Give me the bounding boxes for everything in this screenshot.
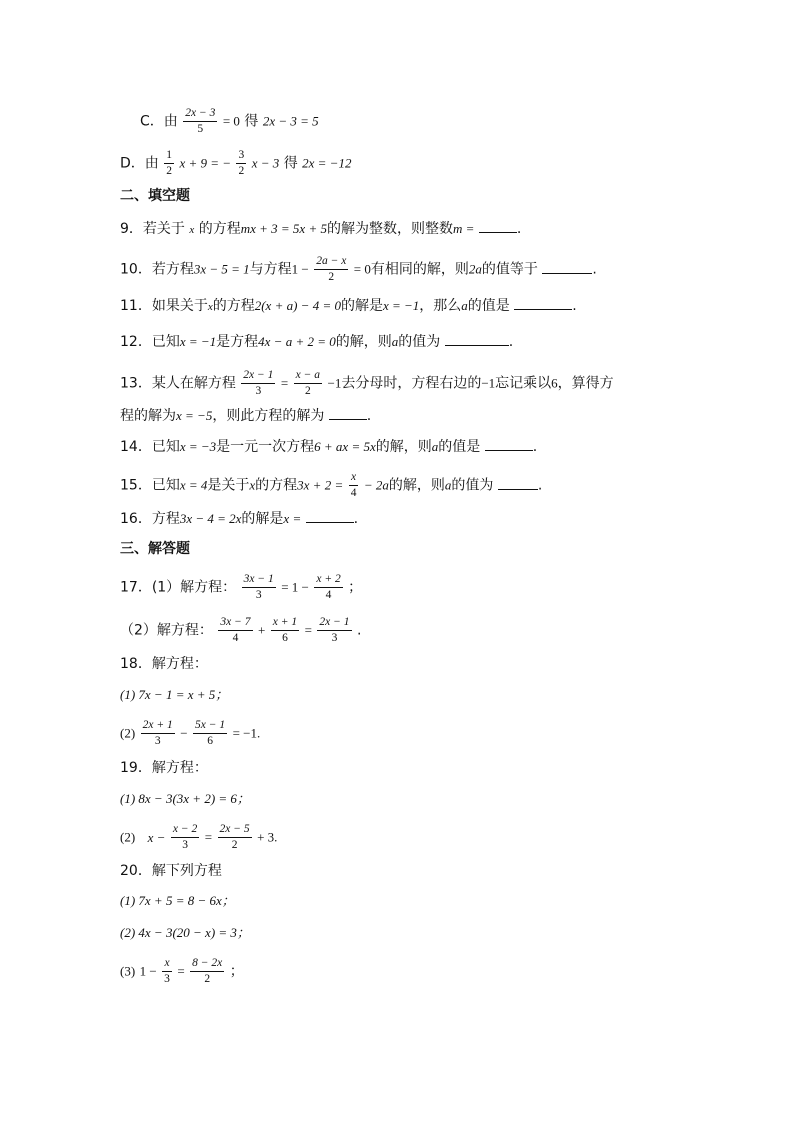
question-10: 10．若方程3x − 5 = 1与方程1 − $\frac{2a - x}{2}$ = 0有相同的解，则2a的值等于 . — [120, 255, 597, 283]
question-13-continued: 程的解为x = −5，则此方程的解为 . — [120, 405, 371, 426]
question-11: 11．如果关于x的方程2(x + a) − 4 = 0的解是x = −1，那么a的值是 . — [120, 295, 577, 317]
q18-fraction-1: $\frac{2x + 1}{3}$ — [142, 719, 173, 747]
question-15: 15．已知x = 4是关于x的方程3x + 2 = $\frac{x}{4}$ − 2a的解，则a的值为 . — [120, 471, 543, 499]
question-19-part-2: (2) x − $\frac{x - 2}{3}$ = $\frac{2x - 5}{2}$ + 3. — [120, 823, 278, 851]
option-c: C．由 $\frac{2x - 3}{5}$ = 0 得 2x − 3 = 5 — [140, 107, 319, 135]
question-9: 9．若关于 x 的方程mx + 3 = 5x + 5的解为整数，则整数m = . — [120, 218, 521, 240]
option-d-fraction-1: $\frac{1}{2}$ — [166, 149, 172, 177]
section-heading-solve: 三、解答题 — [120, 541, 190, 557]
q20-fraction-1: $\frac{x}{3}$ — [164, 957, 170, 985]
answer-blank[interactable] — [514, 295, 572, 310]
answer-blank[interactable] — [306, 508, 354, 523]
section-heading-fill-in: 二、填空题 — [120, 188, 190, 204]
option-d-label: D．由 — [120, 155, 159, 172]
question-12: 12．已知x = −1是方程4x − a + 2 = 0的解，则a的值为 . — [120, 331, 513, 352]
question-17-part-1: 17．(1）解方程： $\frac{3x - 1}{3}$ = 1 − $\frac{x + 2}{4}$ ； — [120, 573, 363, 601]
answer-blank[interactable] — [485, 436, 533, 451]
question-20: 20．解下列方程 — [120, 863, 222, 879]
q17-fraction-3: $\frac{3x - 7}{4}$ — [220, 616, 251, 644]
option-c-label: C．由 — [140, 113, 178, 130]
question-16: 16．方程3x − 4 = 2x的解是x = . — [120, 508, 358, 529]
question-18-part-1: (1) 7x − 1 = x + 5； — [120, 687, 229, 702]
question-17-part-2: （2）解方程： $\frac{3x - 7}{4}$ + $\frac{x + 1}{6}$ = $\frac{2x - 1}{3}$ . — [120, 616, 362, 644]
q13-fraction-1: $\frac{2x - 1}{3}$ — [243, 369, 274, 397]
option-c-fraction: $\frac{2x - 3}{5}$ — [185, 107, 216, 135]
q17-fraction-5: $\frac{2x - 1}{3}$ — [319, 616, 350, 644]
answer-blank[interactable] — [498, 475, 538, 490]
question-19: 19．解方程： — [120, 760, 208, 776]
answer-blank[interactable] — [445, 331, 509, 346]
question-14: 14．已知x = −3是一元一次方程6 + ax = 5x的解，则a的值是 . — [120, 436, 537, 457]
q13-fraction-2: $\frac{x - a}{2}$ — [295, 369, 321, 397]
answer-blank[interactable] — [479, 218, 517, 233]
q17-fraction-2: $\frac{x + 2}{4}$ — [316, 573, 341, 601]
option-d: D．由 $\frac{1}{2}$ x + 9 = − $\frac{3}{2}$ x − 3 得 2x = −12 — [120, 149, 352, 177]
question-20-part-3: (3) 1 − $\frac{x}{3}$ = $\frac{8 - 2x}{2}$ ； — [120, 957, 244, 985]
answer-blank[interactable] — [542, 259, 592, 274]
question-18: 18．解方程： — [120, 656, 208, 672]
question-20-part-1: (1) 7x + 5 = 8 − 6x； — [120, 893, 235, 908]
question-19-part-1: (1) 8x − 3(3x + 2) = 6； — [120, 791, 250, 806]
q19-fraction-2: $\frac{2x - 5}{2}$ — [219, 823, 250, 851]
q10-fraction: $\frac{2a - x}{2}$ — [316, 255, 347, 283]
option-d-fraction-2: $\frac{3}{2}$ — [238, 149, 245, 177]
q15-fraction: $\frac{x}{4}$ — [350, 471, 357, 499]
q17-fraction-4: $\frac{x + 1}{6}$ — [272, 616, 298, 644]
q19-fraction-1: $\frac{x - 2}{3}$ — [172, 823, 198, 851]
q20-fraction-2: $\frac{8 - 2x}{2}$ — [192, 957, 223, 985]
q17-fraction-1: $\frac{3x - 1}{3}$ — [243, 573, 274, 601]
question-13: 13．某人在解方程 $\frac{2x - 1}{3}$ = $\frac{x - a}{2}$ −1去分母时，方程右边的−1忘记乘以6，算得方 — [120, 369, 614, 397]
question-18-part-2: (2) $\frac{2x + 1}{3}$ − $\frac{5x - 1}{6}$ = −1. — [120, 719, 261, 747]
question-20-part-2: (2) 4x − 3(20 − x) = 3； — [120, 925, 250, 940]
q18-fraction-2: $\frac{5x - 1}{6}$ — [195, 719, 226, 747]
answer-blank[interactable] — [329, 405, 367, 420]
